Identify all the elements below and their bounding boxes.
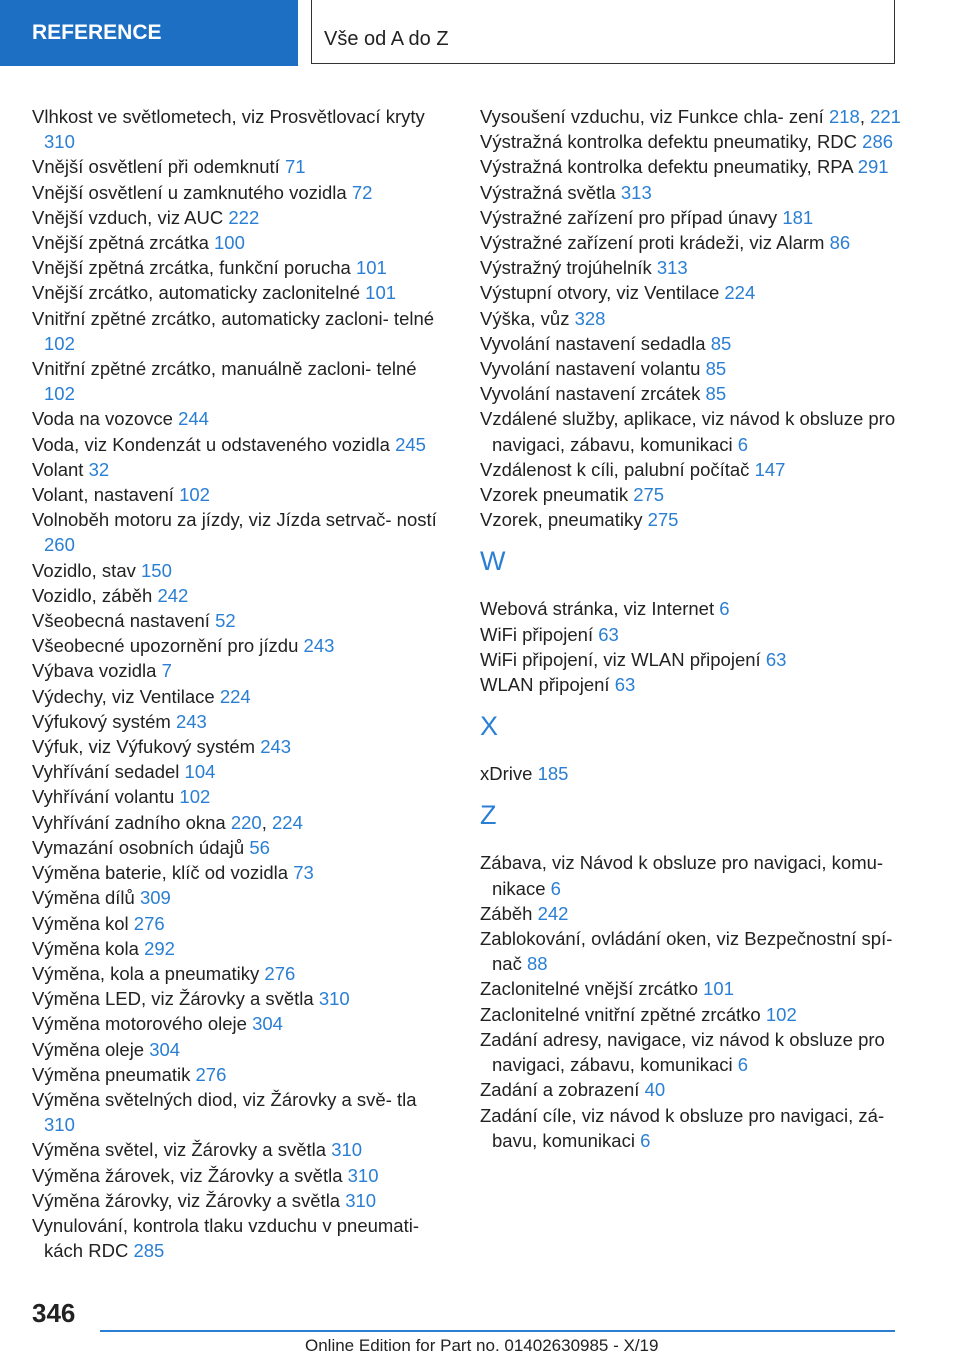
index-entry [32, 1213, 452, 1263]
index-entry [32, 784, 452, 809]
page-reference-link[interactable]: 292 [144, 937, 175, 959]
page-reference-link[interactable]: 102 [179, 484, 210, 506]
page-reference-link[interactable]: 309 [139, 887, 171, 909]
page-reference-link[interactable]: 285 [133, 1240, 165, 1262]
index-entry [480, 761, 920, 786]
index-entry-text: Výstražné zařízení pro případ únavy [480, 206, 783, 228]
index-entry [32, 633, 452, 658]
edition-footer: Online Edition for Part no. 01402630985 - X/19 [305, 1336, 659, 1355]
index-entry [480, 280, 920, 305]
index-column-left [32, 104, 452, 1263]
index-entry [480, 180, 920, 205]
index-entry-text: Voda, viz Kondenzát u odstaveného vozidla [32, 433, 396, 455]
index-entry-text: Zadání a zobrazení [480, 1079, 645, 1101]
index-entry [32, 507, 452, 557]
index-entry [32, 911, 452, 936]
page-reference-link[interactable]: 224 [219, 685, 251, 707]
index-entry [480, 457, 920, 482]
index-entry-text: Vlhkost ve světlometech, viz Prosvětlovací kryty [32, 106, 425, 127]
index-entry-text: Vymazání osobních údajů [32, 836, 250, 858]
page-reference-link[interactable]: 243 [260, 736, 292, 758]
section-label: REFERENCE [32, 21, 162, 44]
index-entry-text: xDrive [480, 763, 538, 785]
page-reference-link[interactable]: 32 [88, 458, 110, 480]
page-reference-link[interactable]: 52 [215, 610, 236, 632]
page-reference-link[interactable]: 63 [765, 648, 787, 670]
page-reference-link[interactable]: 104 [184, 761, 216, 783]
page-reference-link[interactable]: 310 [345, 1189, 377, 1211]
index-entry-text: Výstražná kontrolka defektu pneumatiky, RPA [480, 156, 858, 178]
index-entry [32, 1062, 452, 1087]
page-reference-link[interactable]: 101 [703, 978, 735, 1000]
page-reference-link[interactable]: 185 [537, 763, 569, 785]
index-entry [32, 860, 452, 885]
index-entry [480, 331, 920, 356]
page-reference-link[interactable]: 244 [178, 408, 209, 430]
index-entry-text: Výměna dílů [32, 887, 140, 909]
index-entry [32, 885, 452, 910]
chapter-title: Vše od A do Z [311, 0, 895, 64]
index-entry: Vysoušení vzduchu, viz Funkce chla‐ zení 218, 221 [480, 106, 901, 127]
index-entry [32, 230, 452, 255]
index-entry [32, 961, 452, 986]
index-entry [480, 901, 920, 926]
page-reference-link[interactable]: 6 [719, 598, 730, 620]
page-reference-link[interactable]: 245 [395, 433, 426, 455]
index-entry-text: Výdechy, viz Ventilace [32, 685, 220, 707]
page-reference-link[interactable]: 242 [537, 902, 569, 924]
index-entry-text: Výměna kola [32, 937, 145, 959]
index-entry [32, 306, 452, 356]
index-entry [32, 1163, 452, 1188]
page-reference-link[interactable]: 150 [141, 559, 172, 581]
index-entry [480, 154, 920, 179]
index-entry-text: Výška, vůz [480, 307, 575, 329]
index-entry-text: Vzorek pneumatik [480, 484, 634, 506]
page-reference-link[interactable]: 313 [620, 181, 652, 203]
page-reference-link[interactable]: 102 [44, 332, 75, 354]
page-reference-link[interactable]: 147 [754, 458, 786, 480]
page-reference-link[interactable]: 71 [284, 156, 306, 178]
index-entry [480, 850, 920, 900]
index-entry [32, 709, 452, 734]
index-entry-text: Zadání adresy, navigace, viz návod k obsluze pro navigaci, zábavu, komunikaci [480, 1028, 885, 1076]
index-entry [480, 306, 920, 331]
index-entry-text: Voda na vozovce [32, 408, 179, 430]
page-reference-link[interactable]: 6 [737, 1054, 749, 1076]
page-reference-link[interactable]: 85 [710, 332, 732, 354]
index-entry-text: Zadání cíle, viz návod k obsluze pro navigaci, zá‐ bavu, komunikaci [480, 1104, 885, 1151]
page-reference-link[interactable]: 260 [44, 534, 75, 556]
index-letter-heading: Z [480, 800, 497, 831]
index-entry-text: Vyvolání nastavení sedadla [480, 332, 711, 354]
index-entry [32, 684, 452, 709]
index-entry-text: Vyhřívání volantu [32, 786, 180, 808]
index-entry-text: WiFi připojení [480, 623, 599, 645]
index-entry-text: Vysoušení vzduchu, viz Funkce chla‐ zení [480, 106, 829, 127]
index-entry-text: Vzorek, pneumatiky [480, 509, 648, 531]
index-column-right [480, 104, 920, 1153]
page-reference-link[interactable]: 224 [272, 811, 303, 833]
index-entry-text: Vzdálenost k cíli, palubní počítač [480, 458, 755, 480]
page-reference-link[interactable]: 310 [318, 988, 350, 1010]
index-entry [32, 406, 452, 431]
page-reference-link[interactable]: 85 [705, 383, 727, 405]
index-entry [480, 507, 920, 532]
index-entry-text: WiFi připojení, viz WLAN připojení [480, 648, 766, 670]
index-entry-text: Výstražná kontrolka defektu pneumatiky, RDC [480, 131, 863, 153]
index-entry [32, 1011, 452, 1036]
page-reference-link[interactable]: 310 [347, 1164, 379, 1186]
index-entry-text: Vnější osvětlení u zamknutého vozidla [32, 181, 352, 203]
index-entry-text: Zaclonitelné vnější zrcátko [480, 978, 704, 1000]
index-entry [480, 672, 920, 697]
index-entry [32, 104, 452, 154]
index-entry-text: Vnější zrcátko, automaticky zaclonitelné [32, 282, 366, 304]
index-entry-text: Vynulování, kontrola tlaku vzduchu v pneumati‐ kách RDC [32, 1214, 420, 1262]
page-reference-link[interactable]: 222 [228, 206, 260, 228]
index-entry-text: Výměna baterie, klíč od vozidla [32, 862, 294, 884]
page-reference-link[interactable]: 6 [550, 877, 561, 899]
index-entry-text: Výměna motorového oleje [32, 1013, 253, 1035]
index-entry-text: Vyhřívání zadního okna [32, 811, 231, 833]
index-entry [32, 583, 452, 608]
index-entry [480, 1077, 920, 1102]
page-reference-link[interactable]: 101 [355, 257, 387, 279]
index-entry-text: Volnoběh motoru za jízdy, viz Jízda setrvač‐ ností [32, 509, 437, 531]
index-entry [32, 356, 452, 406]
page-reference-link[interactable]: 100 [214, 232, 245, 254]
page-reference-link[interactable]: 221 [870, 106, 901, 127]
index-letter-heading: X [480, 711, 499, 742]
page-reference-link[interactable]: 310 [331, 1139, 363, 1161]
index-entry-text: Vnější zpětná zrcátka, funkční porucha [32, 257, 356, 279]
index-entry-text: Výbava vozidla [32, 660, 162, 682]
index-entry-text: Volant [32, 458, 89, 480]
page-reference-link[interactable]: 220 [230, 811, 262, 833]
page-reference-link[interactable]: 102 [765, 1003, 797, 1025]
index-entry-text: Vnější vzduch, viz AUC [32, 206, 229, 228]
index-entry [32, 180, 452, 205]
page-reference-link[interactable]: 63 [598, 623, 619, 645]
index-entry-text: Výměna světel, viz Žárovky a světla [32, 1139, 332, 1161]
index-entry-text: Výměna žárovek, viz Žárovky a světla [32, 1164, 348, 1186]
index-letter-heading: W [480, 546, 506, 577]
index-entry [32, 734, 452, 759]
index-entry [480, 647, 920, 672]
index-entry-text: Všeobecné upozornění pro jízdu [32, 635, 304, 657]
page-reference-link[interactable]: 86 [829, 232, 851, 254]
index-entry [32, 280, 452, 305]
index-entry [480, 129, 920, 154]
section-tab [0, 0, 298, 66]
index-entry [32, 658, 452, 683]
index-entry [480, 230, 920, 255]
index-entry [480, 356, 920, 381]
page-reference-link[interactable]: 181 [782, 206, 814, 228]
page-reference-link[interactable]: 56 [249, 836, 270, 858]
index-entry-text: Zábava, viz Návod k obsluze pro navigaci, komu‐ nikace [480, 852, 884, 899]
page-reference-link[interactable]: 275 [647, 509, 679, 531]
index-entry-text: Webová stránka, viz Internet [480, 598, 720, 620]
index-entry [32, 205, 452, 230]
index-entry [480, 596, 920, 621]
index-entry-text: Výstupní otvory, viz Ventilace [480, 282, 725, 304]
index-entry: Vyhřívání zadního okna 220, 224 [32, 811, 303, 833]
index-entry [32, 154, 452, 179]
page-reference-link[interactable]: 243 [175, 710, 207, 732]
index-entry [32, 1137, 452, 1162]
index-entry [32, 1037, 452, 1062]
index-entry-text: Vzdálené služby, aplikace, viz návod k obsluze pro navigaci, zábavu, komunikaci [480, 408, 896, 455]
footer-divider [100, 1330, 895, 1332]
index-entry-text: Vozidlo, záběh [32, 584, 158, 606]
page-reference-link[interactable]: 102 [179, 786, 211, 808]
page-reference-link[interactable]: 6 [640, 1129, 651, 1151]
index-entry-text: Výměna kol [32, 912, 134, 934]
page-reference-link[interactable]: 242 [157, 584, 189, 606]
index-entry [480, 1027, 920, 1077]
page-reference-link[interactable]: 310 [44, 1114, 75, 1136]
page-number: 346 [32, 1298, 76, 1328]
index-entry-text: Výměna pneumatik [32, 1063, 196, 1085]
index-entry [480, 976, 920, 1001]
page-reference-link[interactable]: 102 [44, 383, 75, 405]
index-entry-text: Vnější zpětná zrcátka [32, 232, 215, 254]
index-entry-text: Výměna světelných diod, viz Žárovky a svě‐ tla [32, 1088, 417, 1110]
index-entry-text: Vyvolání nastavení zrcátek [480, 383, 706, 405]
index-entry-text: Záběh [480, 902, 538, 924]
index-entry-text: Výměna oleje [32, 1038, 150, 1060]
page-reference-link[interactable]: 218 [828, 106, 860, 127]
index-entry [480, 205, 920, 230]
index-entry [480, 482, 920, 507]
index-entry-text: Vozidlo, stav [32, 559, 142, 581]
page-reference-link[interactable]: 275 [633, 484, 665, 506]
index-entry [32, 558, 452, 583]
index-entry [480, 255, 920, 280]
index-entry [480, 406, 920, 456]
page-reference-link[interactable]: 72 [351, 181, 373, 203]
index-entry [32, 482, 452, 507]
page-reference-link[interactable]: 224 [724, 282, 756, 304]
page-reference-link[interactable]: 85 [705, 358, 727, 380]
index-entry-text: Zaclonitelné vnitřní zpětné zrcátko [480, 1003, 766, 1025]
page-reference-link[interactable]: 304 [149, 1038, 181, 1060]
page-reference-link[interactable]: 276 [133, 912, 165, 934]
index-entry-text: Zablokování, ovládání oken, viz Bezpečnostní spí‐ nač [480, 928, 893, 975]
page-reference-link[interactable]: 6 [737, 433, 749, 455]
index-entry [32, 1188, 452, 1213]
index-entry [32, 432, 452, 457]
index-entry [480, 381, 920, 406]
index-entry-text: Vnitřní zpětné zrcátko, automaticky zacloni‐ telné [32, 307, 435, 329]
index-entry [32, 608, 452, 633]
index-entry-text: Výfukový systém [32, 710, 176, 732]
index-entry-text: Vyhřívání sedadel [32, 761, 185, 783]
index-entry [480, 1002, 920, 1027]
index-entry [32, 936, 452, 961]
index-entry-text: Výměna žárovky, viz Žárovky a světla [32, 1189, 346, 1211]
index-entry-text: Vyvolání nastavení volantu [480, 358, 706, 380]
index-entry-text: Všeobecná nastavení [32, 610, 216, 632]
index-entry [480, 622, 920, 647]
page-reference-link[interactable]: 276 [264, 962, 296, 984]
page-reference-link[interactable]: 63 [614, 674, 636, 696]
page-reference-link[interactable]: 73 [293, 862, 314, 884]
page-reference-link[interactable]: 276 [195, 1063, 227, 1085]
index-entry [32, 457, 452, 482]
page-reference-link[interactable]: 40 [644, 1079, 666, 1101]
page-reference-link[interactable]: 243 [303, 635, 335, 657]
index-entry-text: Výměna LED, viz Žárovky a světla [32, 988, 319, 1010]
index-entry [32, 255, 452, 280]
page-reference-link[interactable]: 310 [44, 131, 75, 153]
page-reference-link[interactable]: 291 [857, 156, 889, 178]
page-reference-link[interactable]: 304 [252, 1013, 283, 1035]
index-entry-text: Volant, nastavení [32, 484, 180, 506]
index-entry [32, 1087, 452, 1137]
index-entry [480, 926, 920, 976]
index-entry [32, 835, 452, 860]
page-reference-link[interactable]: 313 [656, 257, 688, 279]
index-entry-text: Výstražná světla [480, 181, 621, 203]
index-entry-text: Výstražný trojúhelník [480, 257, 657, 279]
index-entry [32, 986, 452, 1011]
index-entry-text: Výměna, kola a pneumatiky [32, 962, 265, 984]
index-entry-text: Vnitřní zpětné zrcátko, manuálně zacloni‐ telné [32, 358, 417, 380]
page-reference-link[interactable]: 7 [161, 660, 172, 682]
index-entry-text: WLAN připojení [480, 674, 615, 696]
page-reference-link[interactable]: 286 [862, 131, 894, 153]
index-entry [480, 1103, 920, 1153]
index-entry [32, 759, 452, 784]
page-reference-link[interactable]: 101 [365, 282, 397, 304]
index-entry-text: Výstražné zařízení proti krádeži, viz Alarm [480, 232, 830, 254]
index-entry-text: Výfuk, viz Výfukový systém [32, 736, 261, 758]
index-entry-text: Vnější osvětlení při odemknutí [32, 156, 285, 178]
page-reference-link[interactable]: 88 [526, 953, 548, 975]
page-reference-link[interactable]: 328 [574, 307, 606, 329]
